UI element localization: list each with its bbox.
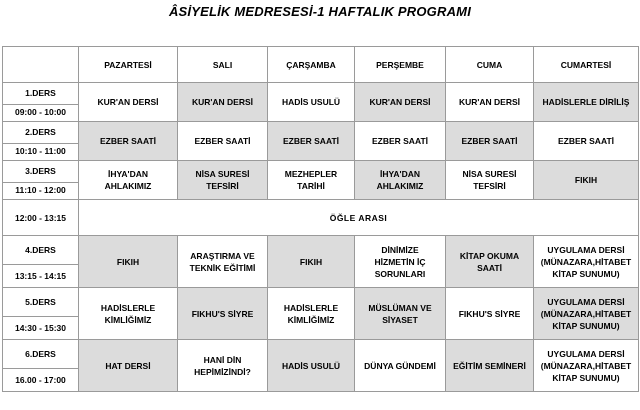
lesson-row [3,122,639,161]
day-header: PAZARTESİ [79,47,178,83]
course-cell [534,340,639,392]
lesson-number: 1.DERS [3,83,78,105]
course-cell [178,236,268,288]
course-cell [79,236,178,288]
lesson-number: 3.DERS [3,161,78,183]
course-cell [268,236,355,288]
course-name-line: TEKNİK EĞİTİMİ [189,262,256,273]
lesson-row [3,83,639,122]
course-cell [534,288,639,340]
course-name-line: EZBER SAATİ [371,136,429,146]
course-cell [79,161,178,200]
course-name-line: FIKIH [299,256,323,267]
course-name-line: HADİS USULÜ [281,97,341,107]
course-name-line: KUR'AN DERSİ [191,97,254,107]
course-cell [355,288,446,340]
course-name-line: EZBER SAATİ [282,136,340,146]
lesson-row [3,161,639,200]
lesson-time-cell [3,161,79,200]
course-name-line: TEFSİRİ [473,181,506,191]
lesson-number: 2.DERS [3,122,78,144]
course-name-line: EZBER SAATİ [461,136,518,146]
weekly-schedule-table [2,46,639,392]
day-header: CUMARTESİ [534,47,639,83]
course-name-line: NİSA SURESİ [462,169,517,179]
course-name-line: HADİS USULÜ [281,360,341,371]
day-header-row [3,47,639,83]
lesson-time: 13:15 - 14:15 [14,270,67,281]
course-name-line: SORUNLARI [374,268,426,279]
course-cell [355,236,446,288]
course-name-line: MÜSLÜMAN VE [368,302,432,313]
course-name-line: KİTAP SUNUMU) [552,372,620,383]
course-cell [178,288,268,340]
course-name-line: (MÜNAZARA,HİTABET [540,308,632,319]
lesson-time-cell [3,340,79,392]
course-name-line: EZBER SAATİ [194,136,251,146]
course-cell [79,288,178,340]
course-name-line: NİSA SURESİ [195,169,250,179]
course-name-line: TEFSİRİ [206,181,239,191]
course-name-line: (MÜNAZARA,HİTABET [540,360,632,371]
course-name-line: KUR'AN DERSİ [369,97,431,107]
lesson-time-cell [3,122,79,161]
course-name-line: (MÜNAZARA,HİTABET [540,256,632,267]
day-header: SALI [178,47,268,83]
course-name-line: UYGULAMA DERSİ [547,296,625,307]
lunch-time: 12:00 - 13:15 [3,200,79,236]
course-cell [446,236,534,288]
course-name-line: FIKHU'S SİYRE [458,308,521,319]
course-name-line: KUR'AN DERSİ [97,97,159,107]
course-name-line: HANİ DİN [203,354,242,365]
course-cell [355,83,446,122]
course-cell [268,288,355,340]
lesson-time: 16.00 - 17:00 [15,374,66,385]
course-name-line: SİYASET [382,314,418,325]
schedule-body [3,47,639,392]
course-cell [355,161,446,200]
course-name-line: EĞİTİM SEMİNERİ [453,360,526,371]
course-name-line: HADİSLERLE DİRİLİŞ [542,97,630,107]
course-cell [268,161,355,200]
lesson-time: 10:10 - 11:00 [15,146,66,157]
course-name-line: FIKHU'S SİYRE [191,308,254,319]
course-cell [355,122,446,161]
day-header: ÇARŞAMBA [268,47,355,83]
course-cell [446,83,534,122]
course-cell [79,83,178,122]
lesson-time-cell [3,83,79,122]
course-name-line: KİTAP SUNUMU) [552,268,620,279]
course-cell [446,122,534,161]
course-cell [355,340,446,392]
course-name-line: FIKIH [574,175,598,185]
course-cell [79,122,178,161]
lesson-time: 09:00 - 10:00 [14,107,67,118]
course-cell [446,288,534,340]
course-cell [178,83,268,122]
lesson-time-cell [3,288,79,340]
course-cell [268,122,355,161]
course-name-line: İHYA'DAN [380,169,420,179]
course-name-line: MEZHEPLER [284,169,338,179]
course-name-line: İHYA'DAN [108,169,148,179]
lesson-row [3,340,639,392]
course-name-line: HEPİMİZİNDİ? [194,366,251,377]
course-name-line: FIKIH [116,256,140,267]
lesson-row [3,288,639,340]
course-cell [446,340,534,392]
course-cell [446,161,534,200]
lesson-time-cell [3,236,79,288]
course-name-line: ARAŞTIRMA VE [190,250,255,261]
course-name-line: AHLAKIMIZ [376,181,424,191]
course-cell [534,236,639,288]
course-cell [178,122,268,161]
course-cell [268,83,355,122]
course-name-line: AHLAKIMIZ [104,181,152,191]
course-name-line: TARİHİ [297,181,325,191]
corner-cell [3,47,79,83]
course-cell [534,122,639,161]
day-header: PERŞEMBE [355,47,446,83]
course-name-line: HADİSLERLE [100,302,156,313]
course-name-line: EZBER SAATİ [557,136,615,146]
lesson-number: 6.DERS [3,340,78,369]
course-cell [534,161,639,200]
lunch-row [3,200,639,236]
course-name-line: EZBER SAATİ [99,136,157,146]
course-name-line: DÜNYA GÜNDEMİ [364,360,436,371]
lesson-number: 5.DERS [3,288,78,317]
course-name-line: HAT DERSİ [105,360,151,371]
course-name-line: KUR'AN DERSİ [458,97,521,107]
course-name-line: HADİSLERLE [283,302,339,313]
course-name-line: UYGULAMA DERSİ [547,244,625,255]
course-name-line: KİTAP SUNUMU) [552,320,620,331]
course-cell [178,161,268,200]
day-header: CUMA [446,47,534,83]
course-name-line: DİNİMİZE [381,244,419,255]
lesson-time: 14:30 - 15:30 [14,322,67,333]
course-cell [534,83,639,122]
lesson-row [3,236,639,288]
course-cell [178,340,268,392]
course-name-line: KİMLİĞİMİZ [287,314,335,325]
lesson-number: 4.DERS [3,236,78,265]
course-cell [268,340,355,392]
lesson-time: 11:10 - 12:00 [15,185,66,196]
course-name-line: KİMLİĞİMİZ [104,314,152,325]
course-name-line: HİZMETİN İÇ [374,256,426,267]
course-name-line: KİTAP OKUMA [459,250,520,261]
page-title: ÂSİYELİK MEDRESESİ-1 HAFTALIK PROGRAMI [168,4,472,19]
course-cell [79,340,178,392]
lunch-break-label: ÖĞLE ARASI [79,200,639,236]
course-name-line: UYGULAMA DERSİ [547,348,625,359]
course-name-line: SAATİ [477,262,502,273]
